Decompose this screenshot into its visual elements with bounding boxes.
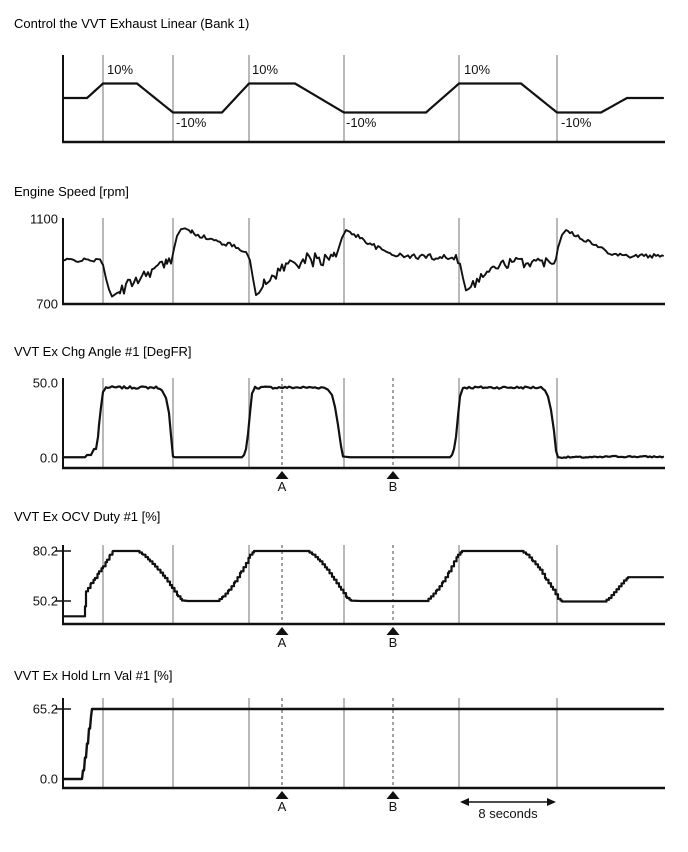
event-marker-label-a: A xyxy=(277,799,287,814)
time-scale-arrowhead-right xyxy=(547,798,556,806)
chart-title-hold-lrn: VVT Ex Hold Lrn Val #1 [%] xyxy=(14,668,173,683)
level-annotation: 10% xyxy=(464,62,491,77)
level-annotation: -10% xyxy=(561,115,592,130)
y-axis-label: 80.2 xyxy=(32,543,58,559)
event-marker-triangle-a xyxy=(276,627,289,635)
event-marker-label-a: A xyxy=(277,479,287,494)
signal-trace-3 xyxy=(63,551,663,616)
event-marker-triangle-b xyxy=(387,791,400,799)
level-annotation: -10% xyxy=(346,115,377,130)
chart-title-engine-speed: Engine Speed [rpm] xyxy=(14,184,129,199)
event-marker-label-b: B xyxy=(388,635,398,650)
event-marker-triangle-a xyxy=(276,471,289,479)
event-marker-label-b: B xyxy=(388,479,398,494)
y-axis-label: 0.0 xyxy=(39,771,58,787)
event-marker-triangle-b xyxy=(387,627,400,635)
level-annotation: -10% xyxy=(176,115,207,130)
signal-trace-4 xyxy=(63,709,663,779)
time-scale-arrowhead-left xyxy=(460,798,469,806)
event-marker-label-b: B xyxy=(388,799,398,814)
y-axis-label: 700 xyxy=(36,296,58,312)
y-axis-label: 50.0 xyxy=(32,375,58,391)
time-scale-label: 8 seconds xyxy=(478,806,538,821)
event-marker-label-a: A xyxy=(277,635,287,650)
signal-trace-1 xyxy=(63,228,663,296)
level-annotation: 10% xyxy=(107,62,134,77)
signal-trace-2 xyxy=(63,386,663,458)
chart-title-chg-angle: VVT Ex Chg Angle #1 [DegFR] xyxy=(14,344,192,359)
event-marker-triangle-a xyxy=(276,791,289,799)
event-marker-triangle-b xyxy=(387,471,400,479)
level-annotation: 10% xyxy=(252,62,279,77)
y-axis-label: 1100 xyxy=(30,211,58,227)
y-axis-label: 0.0 xyxy=(39,450,58,466)
chart-title-ocv-duty: VVT Ex OCV Duty #1 [%] xyxy=(14,509,161,524)
y-axis-label: 50.2 xyxy=(32,593,58,609)
y-axis-label: 65.2 xyxy=(32,701,58,717)
chart-title-command: Control the VVT Exhaust Linear (Bank 1) xyxy=(14,16,250,31)
signal-trace-0 xyxy=(63,84,663,113)
